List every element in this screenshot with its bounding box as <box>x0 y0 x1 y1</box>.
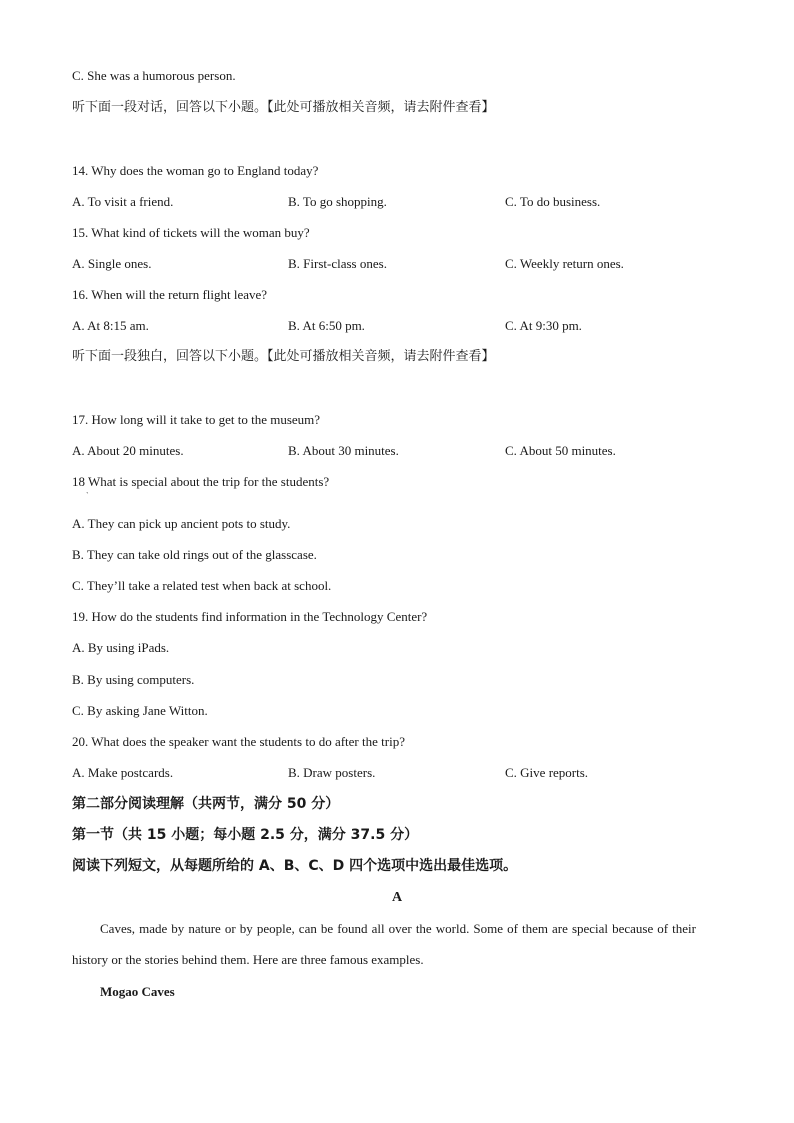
options-15 <box>72 256 722 272</box>
section-one-heading: 第一节（共 15 小题；每小题 2.5 分，满分 37.5 分） <box>72 827 419 843</box>
option-b: B. To go shopping. <box>288 194 387 209</box>
question-19: 19. How do the students find information in the Technology Center? <box>72 609 428 624</box>
options-16 <box>72 318 722 334</box>
listening-instruction-1: 听下面一段对话，回答以下小题。【此处可播放相关音频，请去附件查看】 <box>72 100 495 115</box>
passage-label: A <box>391 890 403 905</box>
option-a: A. To visit a friend. <box>72 194 174 209</box>
stray-mark: ` <box>86 491 89 500</box>
option-c: C. At 9:30 pm. <box>505 318 582 333</box>
question-20: 20. What does the speaker want the students to do after the trip? <box>72 734 405 749</box>
options-14 <box>72 194 722 210</box>
option-a: A. Make postcards. <box>72 765 174 780</box>
option-a: A. Single ones. <box>72 256 152 271</box>
question-15: 15. What kind of tickets will the woman buy? <box>72 225 310 240</box>
option-18b: B. They can take old rings out of the glasscase. <box>72 547 317 562</box>
option-c: C. Weekly return ones. <box>505 256 624 271</box>
option-b: B. About 30 minutes. <box>288 443 399 458</box>
subheading-mogao-caves: Mogao Caves <box>100 984 175 999</box>
options-17 <box>72 443 722 459</box>
reading-instruction: 阅读下列短文，从每题所给的 A、B、C、D 四个选项中选出最佳选项。 <box>72 858 518 874</box>
option-18c: C. They’ll take a related test when back at school. <box>72 578 332 593</box>
question-18: 18 What is special about the trip for the students? <box>72 474 330 489</box>
passage-paragraph: Caves, made by nature or by people, can be found all over the world. Some of them are special because of their history or the stories behind them. Here are three famous examples. <box>72 921 696 967</box>
option-19c: C. By asking Jane Witton. <box>72 703 208 718</box>
option-18a: A. They can pick up ancient pots to study. <box>72 516 291 531</box>
part-two-heading: 第二部分阅读理解（共两节，满分 50 分） <box>72 796 340 812</box>
listening-instruction-2: 听下面一段独白，回答以下小题。【此处可播放相关音频，请去附件查看】 <box>72 349 495 364</box>
option-b: B. First-class ones. <box>288 256 387 271</box>
option-b: B. At 6:50 pm. <box>288 318 365 333</box>
option-19b: B. By using computers. <box>72 672 195 687</box>
option-b: B. Draw posters. <box>288 765 376 780</box>
options-20 <box>72 765 722 781</box>
question-16: 16. When will the return flight leave? <box>72 287 268 302</box>
option-c-previous: C. She was a humorous person. <box>72 68 236 83</box>
question-17: 17. How long will it take to get to the museum? <box>72 412 321 427</box>
option-c: C. To do business. <box>505 194 601 209</box>
option-19a: A. By using iPads. <box>72 640 170 655</box>
option-c: C. Give reports. <box>505 765 589 780</box>
option-c: C. About 50 minutes. <box>505 443 616 458</box>
option-a: A. At 8:15 am. <box>72 318 149 333</box>
option-a: A. About 20 minutes. <box>72 443 184 458</box>
question-14: 14. Why does the woman go to England today? <box>72 163 319 178</box>
